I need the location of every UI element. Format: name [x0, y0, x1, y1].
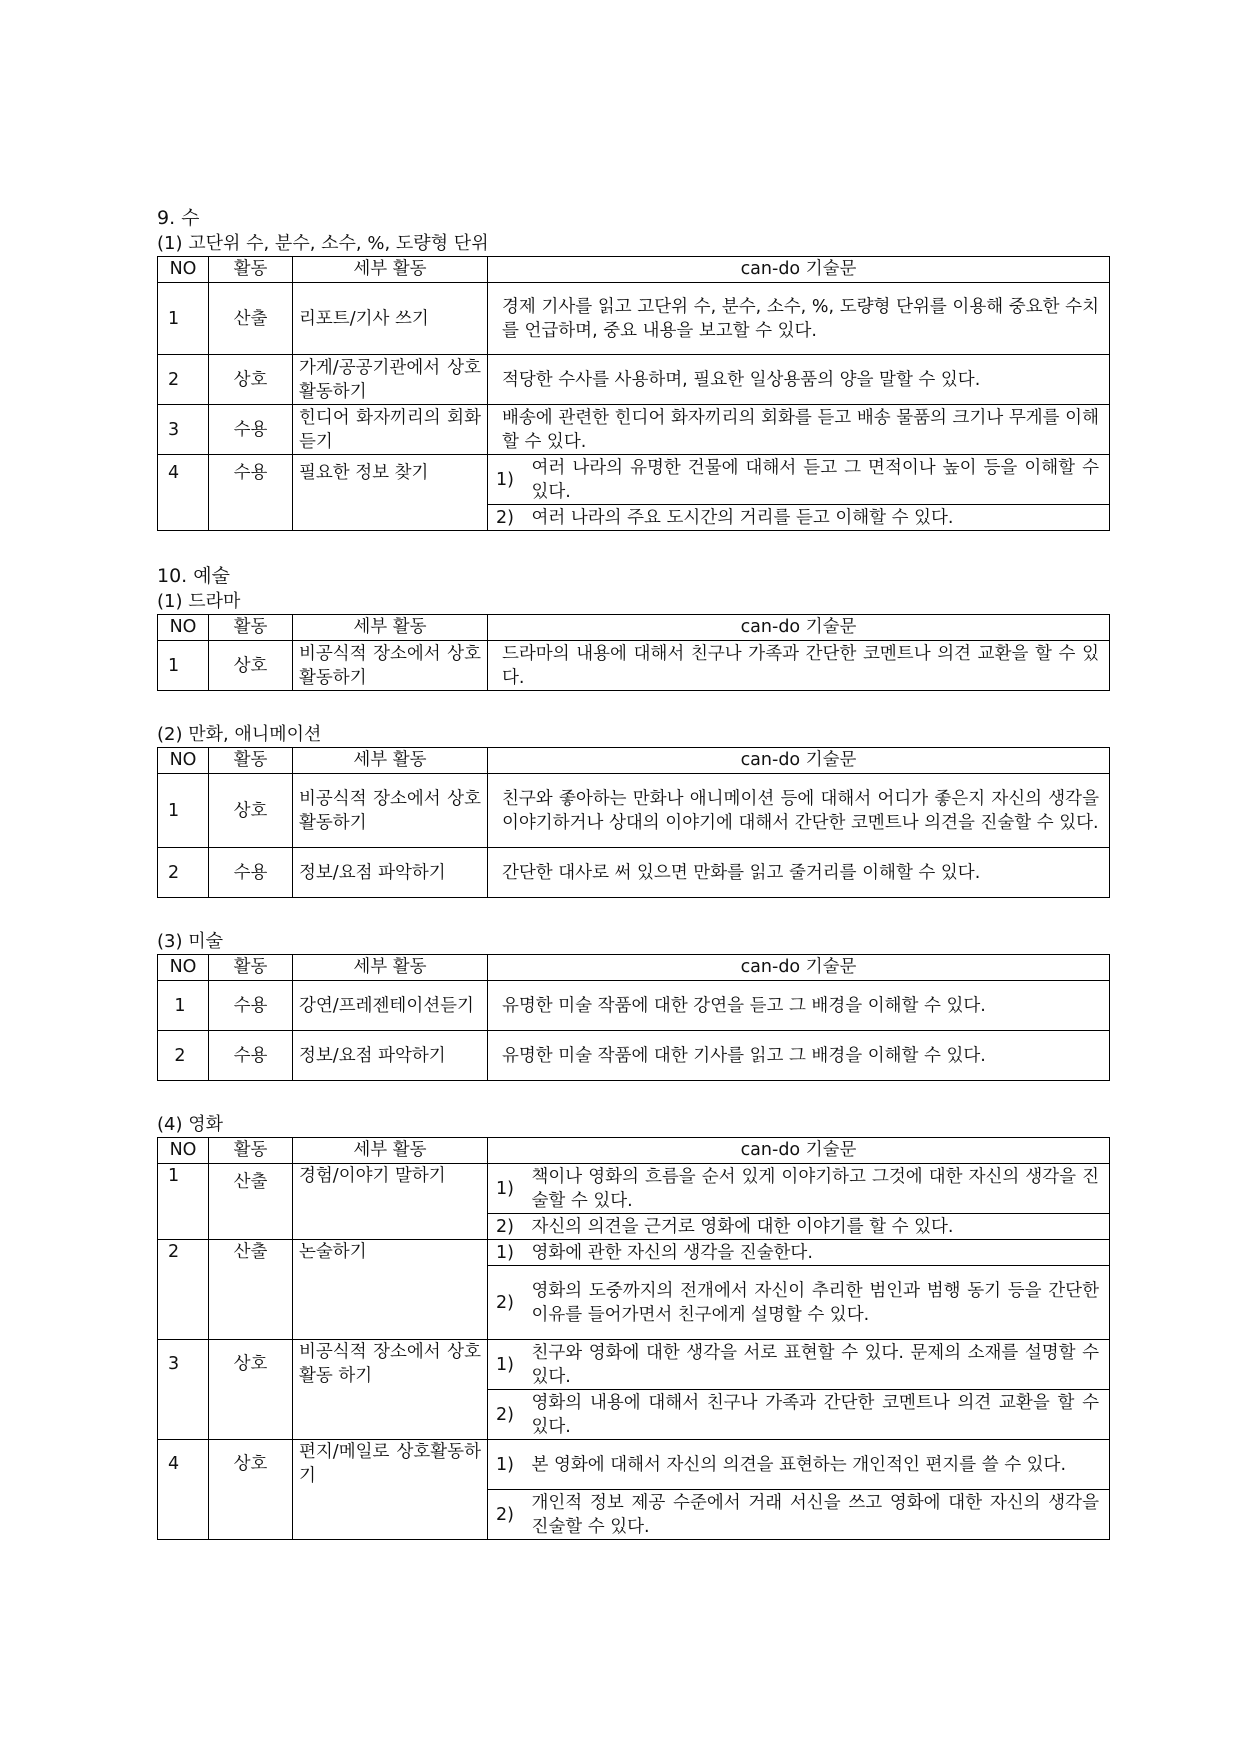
header-activity: 활동	[209, 1138, 293, 1164]
row-no: 2	[158, 1240, 209, 1340]
item-cando-text: 여러 나라의 유명한 건물에 대해서 듣고 그 면적이나 높이 등을 이해할 수 있다.	[526, 455, 1110, 505]
header-cando: can-do 기술문	[488, 748, 1110, 774]
item-number: 1)	[488, 1440, 526, 1490]
row-cando-text: 적당한 수사를 사용하며, 필요한 일상용품의 양을 말할 수 있다.	[488, 355, 1110, 405]
item-number: 1)	[488, 455, 526, 505]
header-no: NO	[158, 748, 209, 774]
item-number: 2)	[488, 505, 526, 531]
table-header-row	[158, 257, 1110, 283]
cando-table-drama	[157, 614, 1110, 691]
header-activity: 활동	[209, 748, 293, 774]
header-detail: 세부 활동	[293, 748, 488, 774]
table-row	[158, 283, 1110, 355]
header-no: NO	[158, 955, 209, 981]
row-detail: 힌디어 화자끼리의 회화듣기	[293, 405, 488, 455]
cando-table-numbers	[157, 256, 1110, 531]
section-title-numbers: 9. 수	[157, 207, 200, 229]
row-no: 2	[158, 355, 209, 405]
table-row	[158, 774, 1110, 848]
item-number: 1)	[488, 1240, 526, 1266]
table-row	[158, 455, 1110, 505]
row-no: 1	[158, 1164, 209, 1240]
document-page	[157, 205, 1110, 1540]
header-detail: 세부 활동	[293, 615, 488, 641]
row-no: 3	[158, 405, 209, 455]
row-detail: 리포트/기사 쓰기	[293, 283, 488, 355]
table-row	[158, 1440, 1110, 1490]
row-no: 1	[158, 774, 209, 848]
header-activity: 활동	[209, 955, 293, 981]
row-activity: 상호	[209, 1340, 293, 1440]
row-detail: 정보/요점 파악하기	[293, 1031, 488, 1081]
table-row	[158, 1031, 1110, 1081]
row-detail: 비공식적 장소에서 상호활동하기	[293, 641, 488, 691]
row-cando-text: 간단한 대사로 써 있으면 만화를 읽고 줄거리를 이해할 수 있다.	[488, 848, 1110, 898]
item-cando-text: 친구와 영화에 대한 생각을 서로 표현할 수 있다. 문제의 소재를 설명할 수 있다.	[526, 1340, 1110, 1390]
item-cando-text: 책이나 영화의 흐름을 순서 있게 이야기하고 그것에 대한 자신의 생각을 진술할 수 있다.	[526, 1164, 1110, 1214]
header-no: NO	[158, 1138, 209, 1164]
table-row	[158, 981, 1110, 1031]
item-number: 1)	[488, 1340, 526, 1390]
row-detail: 편지/메일로 상호활동하기	[293, 1440, 488, 1540]
header-detail: 세부 활동	[293, 257, 488, 283]
item-number: 2)	[488, 1266, 526, 1340]
item-number: 1)	[488, 1164, 526, 1214]
table-row	[158, 641, 1110, 691]
cando-table-art	[157, 954, 1110, 1081]
table-row	[158, 355, 1110, 405]
row-activity: 수용	[209, 455, 293, 531]
row-no: 3	[158, 1340, 209, 1440]
row-no: 2	[158, 848, 209, 898]
row-cando-text: 드라마의 내용에 대해서 친구나 가족과 간단한 코멘트나 의견 교환을 할 수 있다.	[488, 641, 1110, 691]
row-activity: 산출	[209, 1164, 293, 1240]
item-cando-text: 여러 나라의 주요 도시간의 거리를 듣고 이해할 수 있다.	[526, 505, 1110, 531]
header-cando: can-do 기술문	[488, 615, 1110, 641]
cando-table-comics	[157, 747, 1110, 898]
header-detail: 세부 활동	[293, 955, 488, 981]
row-cando-text: 배송에 관련한 힌디어 화자끼리의 회화를 듣고 배송 물품의 크기나 무게를 이해할 수 있다.	[488, 405, 1110, 455]
row-activity: 수용	[209, 405, 293, 455]
row-cando-text: 경제 기사를 읽고 고단위 수, 분수, 소수, %, 도량형 단위를 이용해 중요한 수치를 언급하며, 중요 내용을 보고할 수 있다.	[488, 283, 1110, 355]
table-row	[158, 405, 1110, 455]
subsection-title: (3) 미술	[157, 931, 223, 952]
subsection-title: (4) 영화	[157, 1114, 223, 1135]
row-activity: 수용	[209, 848, 293, 898]
row-cando-text: 유명한 미술 작품에 대한 기사를 읽고 그 배경을 이해할 수 있다.	[488, 1031, 1110, 1081]
item-cando-text: 영화의 도중까지의 전개에서 자신이 추리한 범인과 범행 동기 등을 간단한 이유를 들어가면서 친구에게 설명할 수 있다.	[526, 1266, 1110, 1340]
item-cando-text: 본 영화에 대해서 자신의 의견을 표현하는 개인적인 편지를 쓸 수 있다.	[526, 1440, 1110, 1490]
item-cando-text: 자신의 의견을 근거로 영화에 대한 이야기를 할 수 있다.	[526, 1214, 1110, 1240]
row-detail: 정보/요점 파악하기	[293, 848, 488, 898]
row-cando-text: 유명한 미술 작품에 대한 강연을 듣고 그 배경을 이해할 수 있다.	[488, 981, 1110, 1031]
table-row	[158, 1240, 1110, 1266]
row-activity: 상호	[209, 355, 293, 405]
row-no: 1	[158, 981, 209, 1031]
table-row	[158, 848, 1110, 898]
item-number: 2)	[488, 1490, 526, 1540]
row-detail: 강연/프레젠테이션듣기	[293, 981, 488, 1031]
table-header-row	[158, 615, 1110, 641]
header-cando: can-do 기술문	[488, 257, 1110, 283]
row-activity: 상호	[209, 641, 293, 691]
cando-table-film	[157, 1137, 1110, 1540]
header-no: NO	[158, 257, 209, 283]
row-no: 1	[158, 641, 209, 691]
item-cando-text: 개인적 정보 제공 수준에서 거래 서신을 쓰고 영화에 대한 자신의 생각을 진술할 수 있다.	[526, 1490, 1110, 1540]
row-detail: 비공식적 장소에서 상호활동 하기	[293, 1340, 488, 1440]
row-activity: 상호	[209, 1440, 293, 1540]
row-detail: 비공식적 장소에서 상호활동하기	[293, 774, 488, 848]
row-no: 4	[158, 1440, 209, 1540]
table-header-row	[158, 955, 1110, 981]
subsection-title: (1) 드라마	[157, 591, 241, 612]
header-activity: 활동	[209, 257, 293, 283]
item-cando-text: 영화의 내용에 대해서 친구나 가족과 간단한 코멘트나 의견 교환을 할 수 있다.	[526, 1390, 1110, 1440]
subsection-title: (2) 만화, 애니메이션	[157, 724, 322, 745]
row-activity: 산출	[209, 283, 293, 355]
header-cando: can-do 기술문	[488, 1138, 1110, 1164]
header-detail: 세부 활동	[293, 1138, 488, 1164]
row-no: 1	[158, 283, 209, 355]
row-detail: 논술하기	[293, 1240, 488, 1340]
header-no: NO	[158, 615, 209, 641]
header-activity: 활동	[209, 615, 293, 641]
subsection-title: (1) 고단위 수, 분수, 소수, %, 도량형 단위	[157, 233, 489, 254]
table-header-row	[158, 1138, 1110, 1164]
row-no: 4	[158, 455, 209, 531]
row-detail: 가게/공공기관에서 상호활동하기	[293, 355, 488, 405]
table-header-row	[158, 748, 1110, 774]
item-number: 2)	[488, 1390, 526, 1440]
row-cando-text: 친구와 좋아하는 만화나 애니메이션 등에 대해서 어디가 좋은지 자신의 생각을 이야기하거나 상대의 이야기에 대해서 간단한 코멘트나 의견을 진술할 수 있다.	[488, 774, 1110, 848]
row-activity: 수용	[209, 1031, 293, 1081]
row-detail: 경험/이야기 말하기	[293, 1164, 488, 1240]
item-number: 2)	[488, 1214, 526, 1240]
row-activity: 수용	[209, 981, 293, 1031]
header-cando: can-do 기술문	[488, 955, 1110, 981]
row-activity: 산출	[209, 1240, 293, 1340]
table-row	[158, 1164, 1110, 1214]
section-title-arts: 10. 예술	[157, 565, 230, 587]
table-row	[158, 1340, 1110, 1390]
row-activity: 상호	[209, 774, 293, 848]
row-detail: 필요한 정보 찾기	[293, 455, 488, 531]
item-cando-text: 영화에 관한 자신의 생각을 진술한다.	[526, 1240, 1110, 1266]
row-no: 2	[158, 1031, 209, 1081]
